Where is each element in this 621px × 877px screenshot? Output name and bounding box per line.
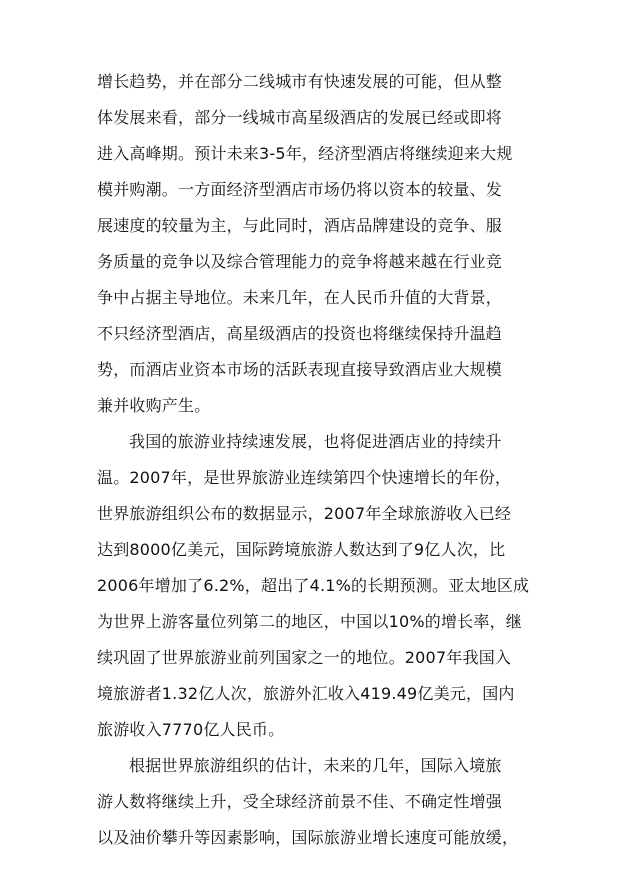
paragraph-2-line-9: 旅游收入7770亿人民币。 [97, 720, 285, 739]
paragraph-1-line-7: 争中占据主导地位。未来几年，在人民币升值的大背景， [97, 288, 503, 307]
paragraph-1-line-8: 不只经济型酒店，高星级酒店的投资也将继续保持升温趋 [97, 324, 503, 343]
paragraph-2-line-5: 2006年增加了6.2%，超出了4.1%的长期预测。亚太地区成 [97, 576, 530, 595]
paragraph-2-line-7: 续巩固了世界旅游业前列国家之一的地位。2007年我国入 [97, 648, 512, 667]
paragraph-3-line-2: 游人数将继续上升，受全球经济前景不佳、不确定性增强 [97, 792, 503, 811]
paragraph-2-line-4: 达到8000亿美元，国际跨境旅游人数达到了9亿人次，比 [97, 540, 506, 559]
paragraph-1-line-4: 模并购潮。一方面经济型酒店市场仍将以资本的较量、发 [97, 180, 503, 199]
paragraph-3-line-3: 以及油价攀升等因素影响，国际旅游业增长速度可能放缓， [97, 828, 519, 847]
paragraph-1-line-5: 展速度的较量为主，与此同时，酒店品牌建设的竞争、服 [97, 216, 503, 235]
paragraph-2-line-3: 世界旅游组织公布的数据显示，2007年全球旅游收入已经 [97, 504, 512, 523]
paragraph-1-line-2: 体发展来看，部分一线城市高星级酒店的发展已经或即将 [97, 108, 503, 127]
paragraph-1-line-6: 务质量的竞争以及综合管理能力的竞争将越来越在行业竞 [97, 252, 503, 271]
paragraph-3-line-1: 根据世界旅游组织的估计，未来的几年，国际入境旅 [129, 756, 502, 775]
paragraph-1-line-10: 兼并收购产生。 [97, 396, 211, 415]
paragraph-1-line-1: 增长趋势，并在部分二线城市有快速发展的可能，但从整 [97, 72, 503, 91]
paragraph-1-line-9: 势，而酒店业资本市场的活跃表现直接导致酒店业大规模 [97, 360, 503, 379]
paragraph-2-line-6: 为世界上游客量位列第二的地区，中国以10%的增长率，继 [97, 612, 522, 631]
paragraph-2-line-2: 温。2007年，是世界旅游业连续第四个快速增长的年份， [97, 468, 512, 487]
paragraph-2-line-8: 境旅游者1.32亿人次，旅游外汇收入419.49亿美元，国内 [97, 684, 515, 703]
paragraph-2-line-1: 我国的旅游业持续速发展，也将促进酒店业的持续升 [129, 432, 502, 451]
paragraph-1-line-3: 进入高峰期。预计未来3-5年，经济型酒店将继续迎来大规 [97, 144, 513, 163]
